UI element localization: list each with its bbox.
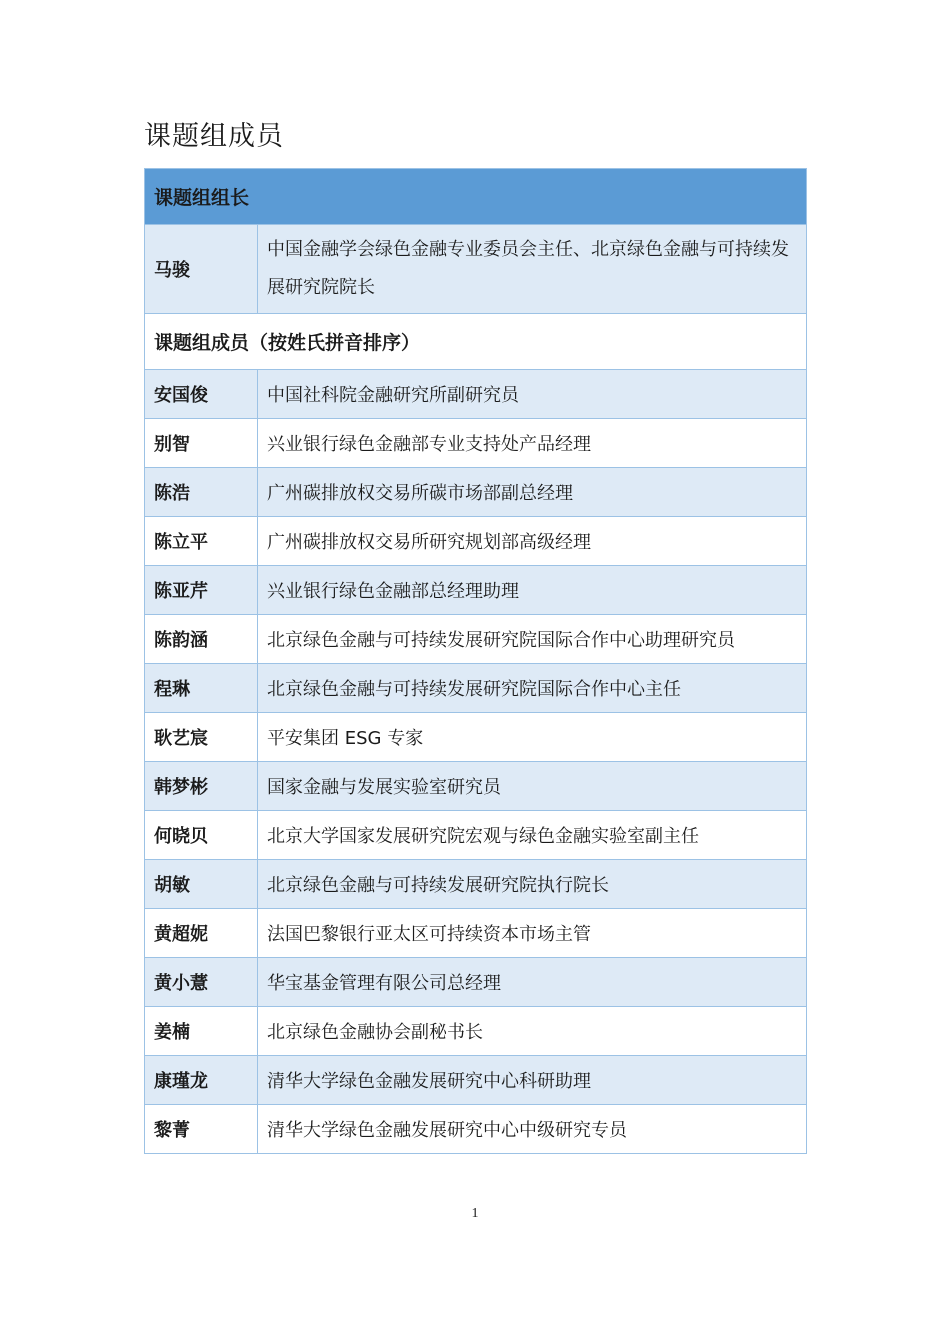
member-name: 胡敏: [145, 860, 258, 909]
member-name: 韩梦彬: [145, 762, 258, 811]
table-row: [145, 958, 807, 1007]
member-role: 广州碳排放权交易所研究规划部高级经理: [258, 517, 807, 566]
table-row: [145, 762, 807, 811]
members-table: [144, 168, 807, 1154]
page-number: 1: [471, 1206, 479, 1221]
table-row: [145, 468, 807, 517]
leader-section-header: [145, 169, 807, 225]
member-name: 陈亚芹: [145, 566, 258, 615]
table-row: [145, 713, 807, 762]
table-row: [145, 860, 807, 909]
leader-section-heading: 课题组组长: [145, 169, 807, 225]
member-name: 安国俊: [145, 370, 258, 419]
member-role: 广州碳排放权交易所碳市场部副总经理: [258, 468, 807, 517]
table-row: [145, 664, 807, 713]
table-row: [145, 419, 807, 468]
member-name: 何晓贝: [145, 811, 258, 860]
member-name: 陈韵涵: [145, 615, 258, 664]
member-role: 国家金融与发展实验室研究员: [258, 762, 807, 811]
table-row: [145, 1105, 807, 1154]
member-name: 姜楠: [145, 1007, 258, 1056]
member-name: 黄超妮: [145, 909, 258, 958]
member-name: 陈浩: [145, 468, 258, 517]
member-role: 华宝基金管理有限公司总经理: [258, 958, 807, 1007]
leader-role: 中国金融学会绿色金融专业委员会主任、北京绿色金融与可持续发展研究院院长: [258, 225, 807, 314]
members-section-header: [145, 314, 807, 370]
member-role: 北京绿色金融与可持续发展研究院国际合作中心主任: [258, 664, 807, 713]
member-role: 北京绿色金融与可持续发展研究院国际合作中心助理研究员: [258, 615, 807, 664]
table-row: [145, 517, 807, 566]
member-name: 陈立平: [145, 517, 258, 566]
member-role: 清华大学绿色金融发展研究中心科研助理: [258, 1056, 807, 1105]
member-role: 北京绿色金融与可持续发展研究院执行院长: [258, 860, 807, 909]
table-row: [145, 909, 807, 958]
member-name: 耿艺宸: [145, 713, 258, 762]
member-name: 康瑾龙: [145, 1056, 258, 1105]
member-name: 黄小薏: [145, 958, 258, 1007]
member-role: 兴业银行绿色金融部专业支持处产品经理: [258, 419, 807, 468]
table-row: [145, 566, 807, 615]
member-role: 北京大学国家发展研究院宏观与绿色金融实验室副主任: [258, 811, 807, 860]
table-row: [145, 1007, 807, 1056]
table-row: [145, 1056, 807, 1105]
members-section-heading: 课题组成员（按姓氏拼音排序）: [145, 314, 807, 370]
member-role: 中国社科院金融研究所副研究员: [258, 370, 807, 419]
leader-name: 马骏: [145, 225, 258, 314]
table-row: [145, 811, 807, 860]
table-row: [145, 615, 807, 664]
leader-row: [145, 225, 807, 314]
member-role: 清华大学绿色金融发展研究中心中级研究专员: [258, 1105, 807, 1154]
member-role: 平安集团 ESG 专家: [258, 713, 807, 762]
member-name: 别智: [145, 419, 258, 468]
member-role: 法国巴黎银行亚太区可持续资本市场主管: [258, 909, 807, 958]
members-table-body: [145, 169, 807, 1154]
member-name: 程琳: [145, 664, 258, 713]
member-role: 兴业银行绿色金融部总经理助理: [258, 566, 807, 615]
member-role: 北京绿色金融协会副秘书长: [258, 1007, 807, 1056]
member-name: 黎菁: [145, 1105, 258, 1154]
table-row: [145, 370, 807, 419]
page-title: 课题组成员: [144, 121, 284, 152]
